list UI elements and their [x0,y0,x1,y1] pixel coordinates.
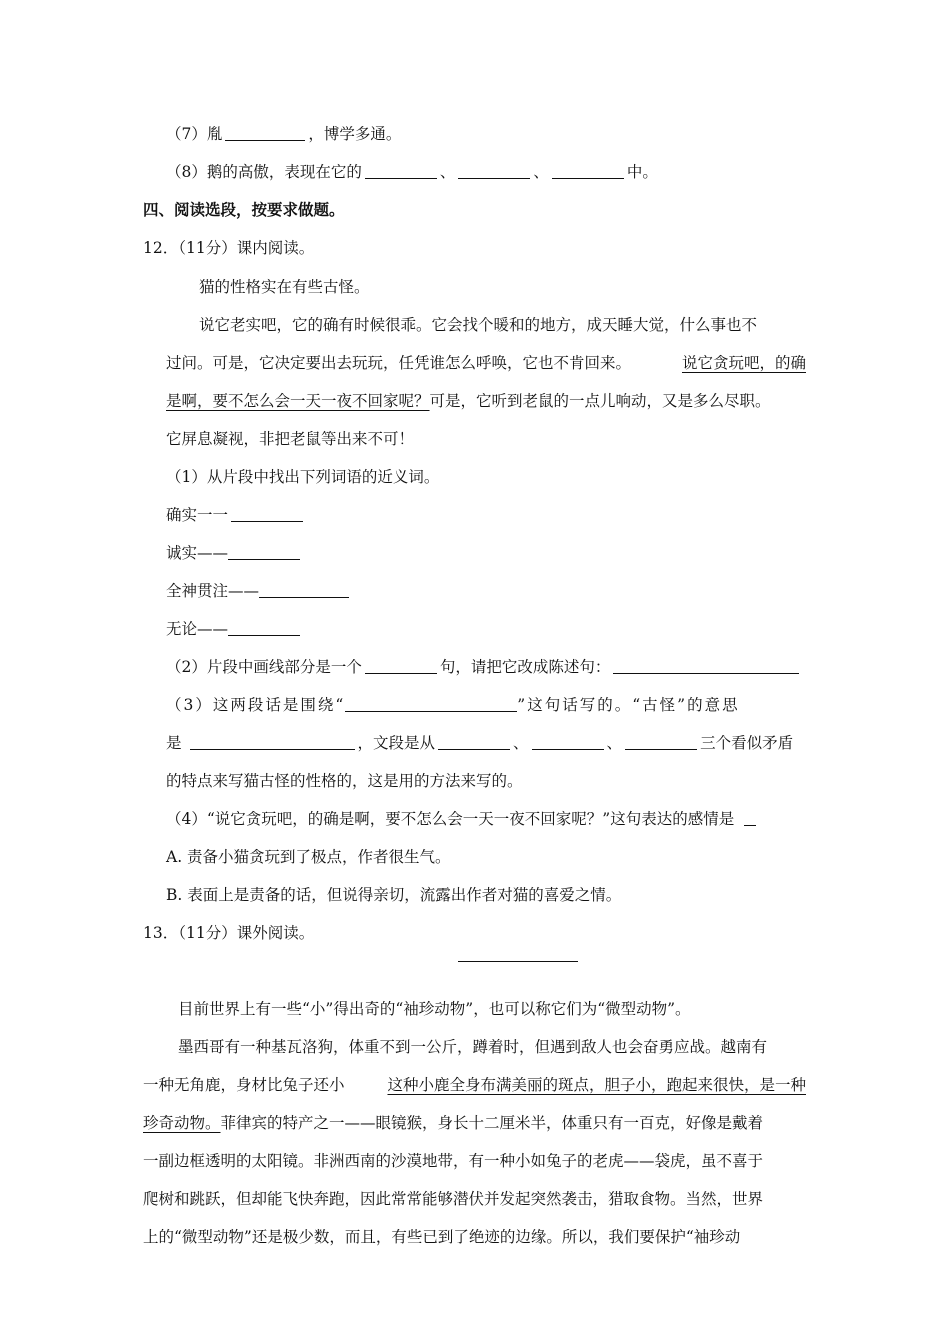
answer-blank[interactable] [365,162,437,179]
answer-blank[interactable] [190,733,355,750]
underlined-sentence: 这种小鹿全身布满美丽的斑点，胆子小，跑起来很快，是一种 [387,1076,806,1094]
answer-blank[interactable] [552,162,624,179]
underlined-sentence: 说它贪玩吧，的确 [681,354,806,372]
passage-line: 爬树和跳跃，但却能飞快奔跑，因此常常能够潜伏并发起突然袭击，猎取食物。当然，世界 [143,1190,764,1208]
option-b[interactable]: B. 表面上是责备的话，但说得亲切，流露出作者对猫的喜爱之情。 [166,886,622,904]
sub-question-1: （1）从片段中找出下列词语的近义词。 [166,468,440,486]
passage-line: 一副边框透明的太阳镜。非洲西南的沙漠地带，有一种小如兔子的老虎——袋虎，虽不喜于 [143,1152,764,1170]
passage-line: 过问。可是，它决定要出去玩玩，任凭谁怎么呼唤，它也不肯回来。 说它贪玩吧，的确 [166,354,806,372]
question-7: （7）胤 ，博学多通。 [166,125,402,143]
answer-blank[interactable] [365,657,437,674]
answer-blank[interactable] [345,695,517,712]
question-8: （8）鹅的高傲，表现在它的 、 、 中。 [166,163,658,181]
answer-blank[interactable] [625,733,697,750]
passage-paragraph: 猫的性格实在有些古怪。 [199,278,370,296]
option-a[interactable]: A. 责备小猫贪玩到了极点，作者很生气。 [166,848,451,866]
answer-blank[interactable] [231,505,303,522]
answer-blank[interactable] [613,657,799,674]
passage-line: 它屏息凝视，非把老鼠等出来不可！ [166,430,415,448]
sub-question-4: （4）“说它贪玩吧，的确是啊，要不怎么会一天一夜不回家呢？”这句表达的感情是 [166,808,759,830]
answer-blank[interactable] [458,162,530,179]
synonym-item: 诚实—— [166,542,303,564]
answer-blank[interactable] [259,581,349,598]
answer-blank[interactable] [225,124,305,141]
sub-question-3-cont: 是 ，文段是从 、 、 三个看似矛盾 [166,734,794,752]
answer-blank[interactable] [744,809,756,826]
synonym-item: 无论—— [166,618,303,640]
section-heading: 四、阅读选段，按要求做题。 [143,201,345,219]
answer-blank[interactable] [532,733,604,750]
question-13-heading: 13．（11分）课外阅读。 [143,924,315,942]
synonym-item: 全神贯注—— [166,580,352,602]
passage-line: 上的“微型动物”还是极少数，而且，有些已到了绝迹的边缘。所以，我们要保护“袖珍动 [143,1228,741,1246]
synonym-item: 确实一一 [166,504,306,526]
passage-line: 是啊，要不怎么会一天一夜不回家呢？可是，它听到老鼠的一点儿响动，又是多么尽职。 [166,392,771,410]
sub-question-3: （3）这两段话是围绕“ ”这句话写的。“古怪”的意思 [166,696,740,714]
sub-question-2: （2）片段中画线部分是一个 句，请把它改成陈述句： [166,656,799,678]
sub-question-3-cont: 的特点来写猫古怪的性格的，这是用的方法来写的。 [166,772,523,790]
answer-blank[interactable] [228,619,300,636]
underlined-sentence: 珍奇动物。 [143,1114,221,1132]
underlined-sentence: 是啊，要不怎么会一天一夜不回家呢？ [166,392,430,410]
passage-line: 墨西哥有一种基瓦洛狗，体重不到一公斤，蹲着时，但遇到敌人也会奋勇应战。越南有 [178,1038,768,1056]
passage-paragraph: 目前世界上有一些“小”得出奇的“袖珍动物”，也可以称它们为“微型动物”。 [178,1000,691,1018]
passage-line: 说它老实吧，它的确有时候很乖。它会找个暖和的地方，成天睡大觉，什么事也不 [199,316,758,334]
title-blank[interactable] [458,957,578,962]
passage-line: 一种无角鹿，身材比兔子还小 这种小鹿全身布满美丽的斑点，胆子小，跑起来很快，是一种 [143,1076,806,1094]
passage-line: 珍奇动物。菲律宾的特产之一——眼镜猴，身长十二厘米半，体重只有一百克，好像是戴着 [143,1114,764,1132]
answer-blank[interactable] [438,733,510,750]
answer-blank[interactable] [228,543,300,560]
question-12-heading: 12．（11分）课内阅读。 [143,239,315,257]
